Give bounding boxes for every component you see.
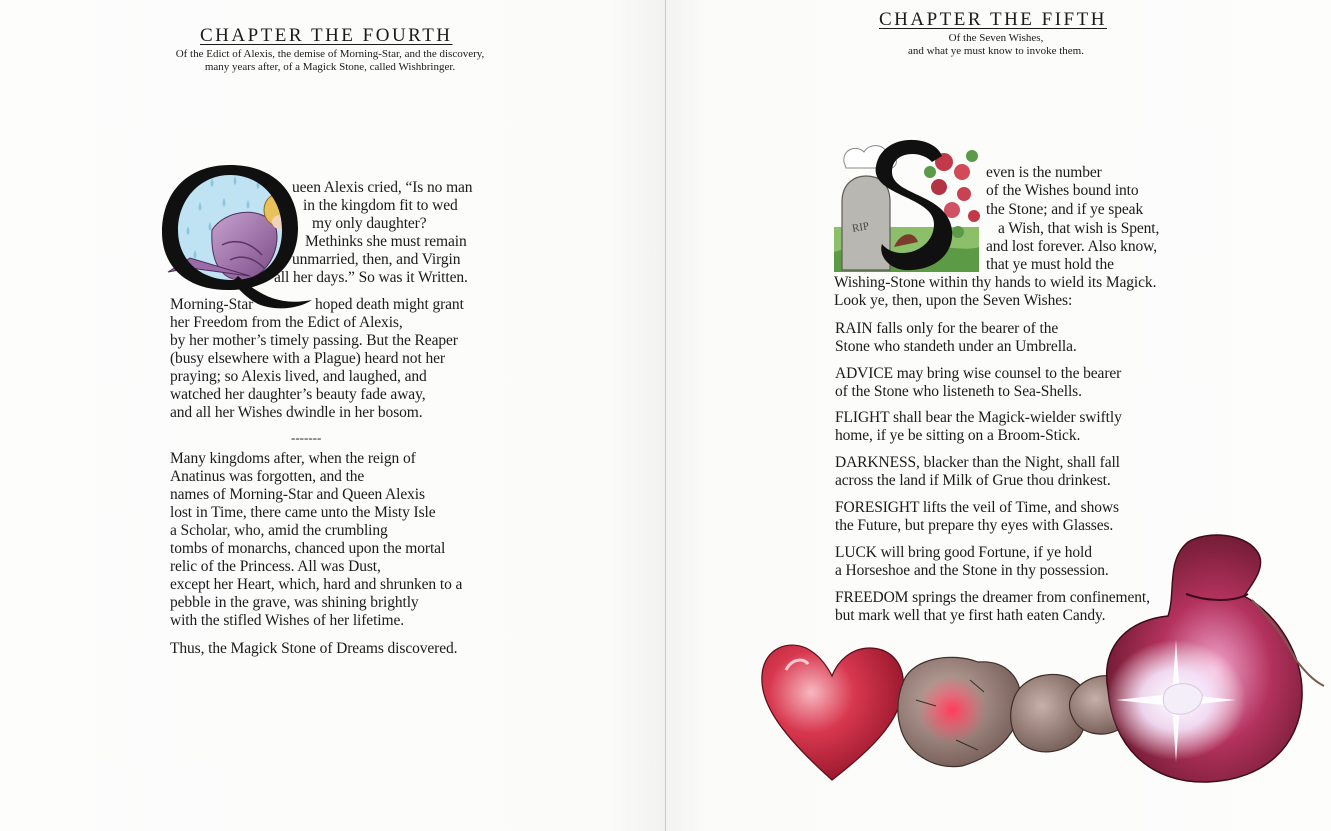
wish-foresight-line: the Future, but prepare thy eyes with Glasses. xyxy=(835,517,1114,534)
chapter-four-subtitle xyxy=(150,48,510,74)
wish-darkness-line: DARKNESS, blacker than the Night, shall fall xyxy=(835,454,1120,471)
para3-line: Many kingdoms after, when the reign of xyxy=(170,450,416,467)
para2-first-rest: hoped death might grant xyxy=(315,296,464,313)
wish-rain-line: Stone who standeth under an Umbrella. xyxy=(835,338,1077,355)
wish-freedom-line: FREEDOM springs the dreamer from confinement, xyxy=(835,589,1150,606)
para3-line: lost in Time, there came unto the Misty Isle xyxy=(170,504,436,521)
intro-line: even is the number xyxy=(986,164,1102,181)
subtitle-line: Of the Seven Wishes, xyxy=(948,32,1044,44)
para2-line: praying; so Alexis lived, and laughed, and xyxy=(170,368,427,385)
chapter-five-subtitle xyxy=(846,32,1146,58)
intro-line: a Wish, that wish is Spent, xyxy=(998,220,1160,237)
para3-line: with the stifled Wishes of her lifetime. xyxy=(170,612,404,629)
para3-line: a Scholar, who, amid the crumbling xyxy=(170,522,388,539)
para2-line: (busy elsewhere with a Plague) heard not her xyxy=(170,350,445,367)
para3-line: names of Morning-Star and Queen Alexis xyxy=(170,486,425,503)
intro-line: the Stone; and if ye speak xyxy=(986,201,1144,218)
heart-stone-pouch-illustration xyxy=(756,530,1331,795)
wish-luck-line: a Horseshoe and the Stone in thy possession. xyxy=(835,562,1109,579)
chapter-four-title: CHAPTER THE FOURTH xyxy=(200,25,453,46)
chapter-five-title: CHAPTER THE FIFTH xyxy=(879,9,1107,30)
closing-line: Thus, the Magick Stone of Dreams discovered. xyxy=(170,640,458,657)
para3-line: except her Heart, which, hard and shrunken to a xyxy=(170,576,463,593)
intro-line: and lost forever. Also know, xyxy=(986,238,1157,255)
para1-line: my only daughter? xyxy=(312,215,427,232)
para2-line: and all her Wishes dwindle in her bosom. xyxy=(170,404,423,421)
para1-line: unmarried, then, and Virgin xyxy=(292,251,461,268)
drop-cap-s-illustration xyxy=(834,132,984,277)
subtitle-line: Of the Edict of Alexis, the demise of Morning-Star, and the discovery, xyxy=(175,48,485,60)
wish-flight-line: home, if ye be sitting on a Broom-Stick. xyxy=(835,427,1081,444)
subtitle-line: and what ye must know to invoke them. xyxy=(908,45,1084,57)
para2-line: watched her daughter’s beauty fade away, xyxy=(170,386,426,403)
para2-line: her Freedom from the Edict of Alexis, xyxy=(170,314,403,331)
right-page xyxy=(666,0,1331,831)
intro-line: that ye must hold the xyxy=(986,256,1114,273)
wish-rain-line: RAIN falls only for the bearer of the xyxy=(835,320,1059,337)
para3-line: tombs of monarchs, chanced upon the mortal xyxy=(170,540,446,557)
para2-line: by her mother’s timely passing. But the Reaper xyxy=(170,332,458,349)
para1-line: Methinks she must remain xyxy=(305,233,467,250)
para1-line: all her days.” So was it Written. xyxy=(274,269,468,286)
left-page xyxy=(0,0,665,831)
drop-cap-q-illustration xyxy=(150,150,320,315)
para2-first-word: Morning-Star xyxy=(170,296,254,313)
intro-line: of the Wishes bound into xyxy=(986,182,1139,199)
wish-darkness-line: across the land if Milk of Grue thou drinkest. xyxy=(835,472,1111,489)
wish-advice-line: ADVICE may bring wise counsel to the bearer xyxy=(835,365,1122,382)
wish-foresight-line: FORESIGHT lifts the veil of Time, and shows xyxy=(835,499,1119,516)
wish-flight-line: FLIGHT shall bear the Magick-wielder swiftly xyxy=(835,409,1122,426)
tombstone-rip-text: RIP xyxy=(851,220,871,235)
section-divider: ------- xyxy=(291,430,322,445)
para3-line: relic of the Princess. All was Dust, xyxy=(170,558,381,575)
wish-luck-line: LUCK will bring good Fortune, if ye hold xyxy=(835,544,1092,561)
intro-line: Look ye, then, upon the Seven Wishes: xyxy=(834,292,1073,309)
wish-freedom-line: but mark well that ye first hath eaten Candy. xyxy=(835,607,1106,624)
intro-line: Wishing-Stone within thy hands to wield its Magick. xyxy=(834,274,1157,291)
para1-line: in the kingdom fit to wed xyxy=(303,197,458,214)
para1-line: ueen Alexis cried, “Is no man xyxy=(292,179,473,196)
para3-line: Anatinus was forgotten, and the xyxy=(170,468,365,485)
subtitle-line: many years after, of a Magick Stone, called Wishbringer. xyxy=(204,61,456,73)
para3-line: pebble in the grave, was shining brightly xyxy=(170,594,419,611)
wish-advice-line: of the Stone who listeneth to Sea-Shells. xyxy=(835,383,1082,400)
